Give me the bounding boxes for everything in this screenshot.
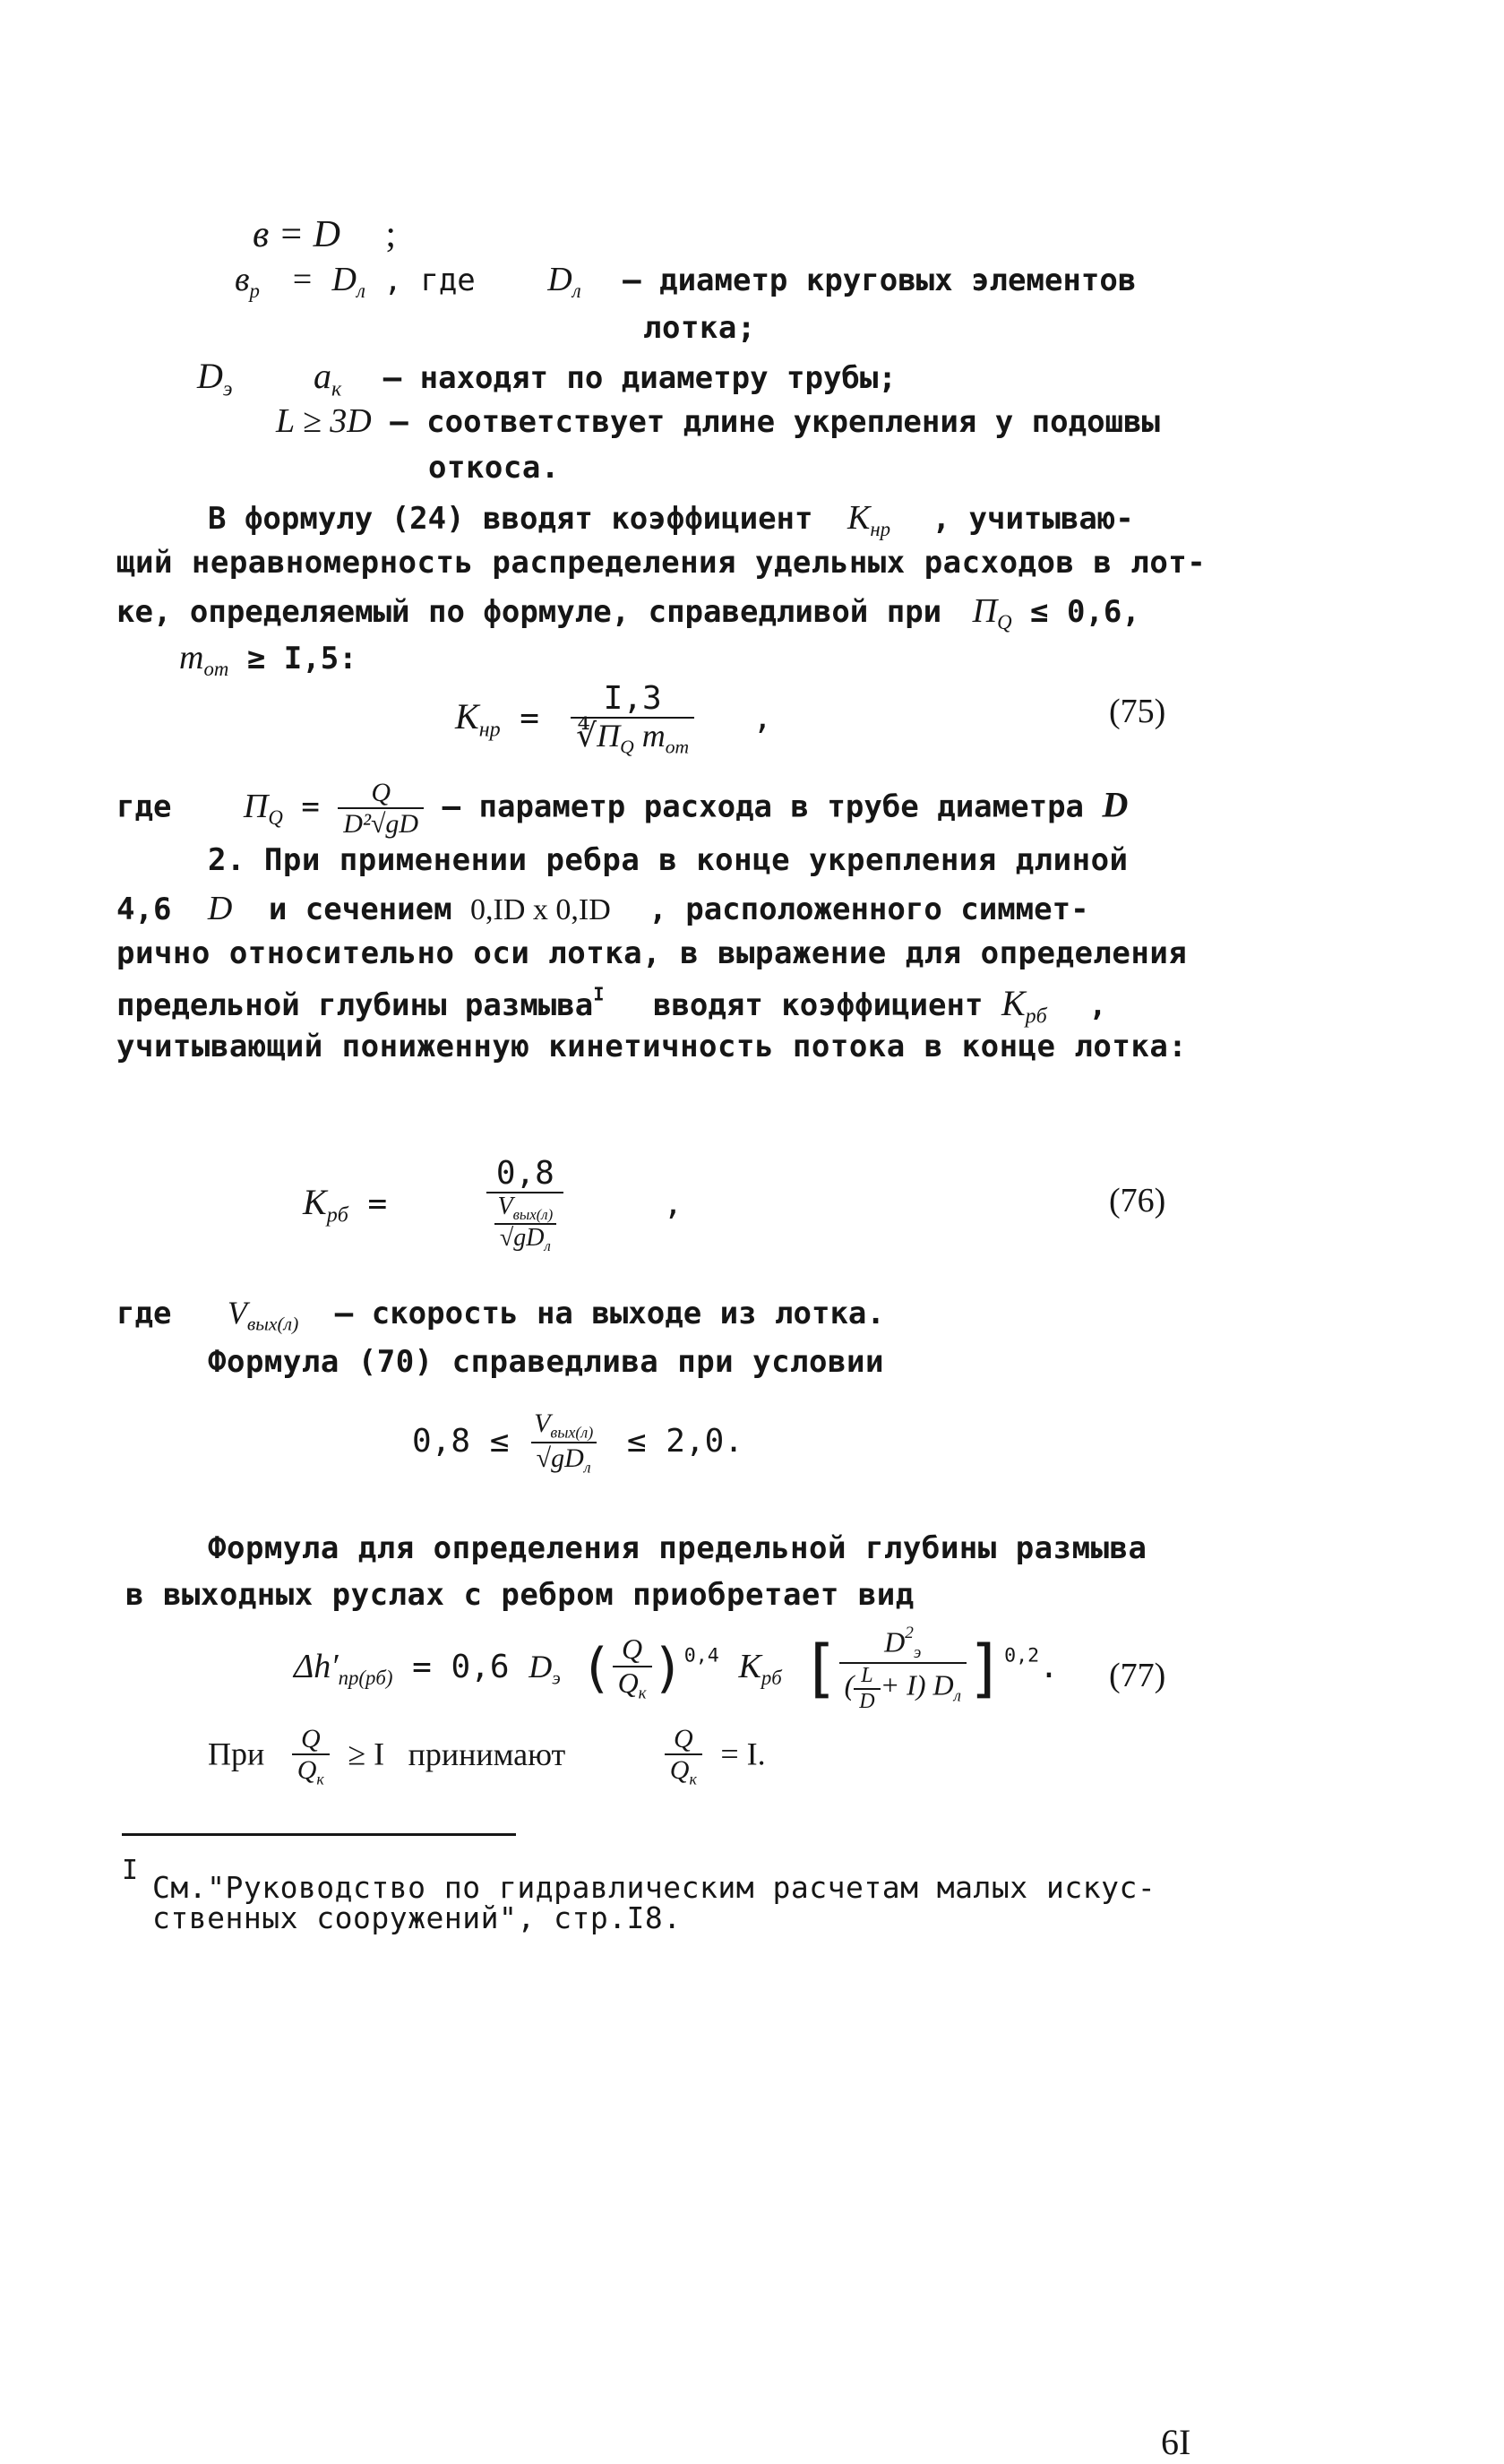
where76-where: где — [116, 1296, 172, 1331]
rule77-den1-sub: к — [316, 1770, 324, 1788]
condition — [412, 1409, 743, 1477]
para2-l4-sym-sub: рб — [1025, 1004, 1047, 1029]
para1-l4-sym-sub: от — [203, 657, 229, 680]
eq77-b-den-l: L — [861, 1664, 873, 1688]
para1-l1-tail: , учитываю- — [932, 501, 1134, 537]
def3-sym1-sub: э — [222, 377, 233, 401]
rule77-text: принимают — [408, 1736, 566, 1772]
para1-l1-text: В формулу (24) вводят коэффициент — [208, 501, 813, 537]
eq75-den-b: m — [641, 717, 666, 754]
where76-sym: V — [227, 1295, 247, 1331]
where75-fraction — [338, 778, 424, 839]
def4-text-cont: откоса. — [428, 450, 560, 486]
para2-line1: 2. При применении ребра в конце укрепления длиной — [208, 842, 1129, 878]
eq76-inner-den-sub: л — [544, 1236, 551, 1254]
eq76-comma: , — [663, 1185, 683, 1223]
eq76-inner-num-sub: вых(л) — [512, 1205, 554, 1223]
where75-sym: П — [243, 787, 269, 825]
def2-text-cont: лотка; — [643, 310, 756, 346]
def2-lhs: в — [235, 261, 250, 298]
eq77-ratio-den: Q — [617, 1666, 639, 1699]
para2-line5: учитывающий пониженную кинетичность потока в конце лотка: — [116, 1029, 1188, 1064]
para1-l3-sym-sub: Q — [997, 610, 1012, 633]
def3-sym1: D — [197, 356, 223, 396]
where76-line2: Формула (70) справедлива при условии — [208, 1344, 884, 1380]
eq75-lhs-sub: нр — [478, 718, 501, 742]
eq77-b-num: D — [884, 1625, 906, 1658]
eq77-d-sub: э — [552, 1667, 561, 1689]
def1-eq: = — [278, 214, 305, 255]
def1-formula — [253, 212, 396, 257]
def2-sym-sub: л — [572, 279, 581, 302]
para2-l2-a: 4,6 — [116, 892, 172, 927]
eq76-eq: = — [367, 1185, 388, 1223]
eq75-den-a: ∜П — [576, 717, 621, 754]
rule77-num1: Q — [300, 1724, 321, 1753]
cond-left: 0,8 ≤ — [412, 1423, 510, 1460]
eq77-b-den-open: ( — [844, 1668, 855, 1702]
para2-l2-sym2: 0,ID x 0,ID — [470, 893, 611, 926]
eq77-b-num-sup: 2 — [905, 1624, 914, 1642]
def3-line — [197, 355, 897, 402]
footnote-mark: I — [122, 1855, 139, 1886]
eq75-numerator: I,3 — [603, 680, 662, 717]
para3-line1: Формула для определения предельной глубины размыва — [208, 1530, 1147, 1566]
cond-num: V — [534, 1409, 551, 1438]
rule77-fraction2 — [665, 1724, 702, 1788]
para2-l4-c: , — [1088, 987, 1107, 1023]
rule77-den1: Q — [297, 1755, 317, 1785]
eq77-lhs-sub: пр(рб) — [338, 1666, 393, 1689]
para1-l4-sym: m — [179, 639, 204, 676]
para1-line3 — [116, 591, 1140, 634]
eq75-denominator — [571, 717, 694, 758]
def1-end: ; — [385, 214, 397, 255]
rule77-cmp: ≥ I — [348, 1736, 385, 1772]
def3-text: – находят по диаметру трубы; — [382, 360, 897, 396]
eq77-dot: . — [1039, 1648, 1059, 1685]
eq77-b-den-plus: + I) — [880, 1668, 926, 1702]
def2-sym: D — [547, 261, 572, 298]
rule77-den2-sub: к — [689, 1770, 697, 1788]
where75-where: где — [116, 788, 172, 825]
eq77-lhs: Δh′ — [294, 1647, 339, 1685]
eq77-b-den-d: D — [854, 1688, 880, 1713]
para1-l1-sym-sub: нр — [870, 517, 891, 540]
eq76-lhs-sub: рб — [326, 1203, 348, 1228]
def2-text: – диаметр круговых элементов — [623, 263, 1137, 298]
eq76-inner-num: V — [497, 1192, 513, 1220]
rule77-fraction1 — [292, 1724, 330, 1788]
para2-l2-b: и сечением — [268, 892, 452, 927]
def2-rhs-sub: л — [356, 279, 365, 302]
rule77-den2: Q — [669, 1755, 690, 1785]
para1-l1-sym: K — [847, 499, 871, 537]
eq77-ratio — [613, 1633, 652, 1702]
cond-right: ≤ 2,0. — [626, 1423, 743, 1460]
para2-line4 — [116, 982, 1107, 1030]
def1-lhs: в — [253, 214, 270, 255]
footnote-separator — [122, 1833, 516, 1836]
eq77-coef: = 0,6 — [412, 1648, 510, 1685]
para1-l3-sym: П — [972, 592, 998, 630]
cond-num-sub: вых(л) — [550, 1423, 594, 1442]
rule77-result: = I. — [720, 1736, 766, 1772]
eq75-eq: = — [520, 699, 539, 737]
eq75-den-a-sub: Q — [620, 736, 634, 758]
eq75-fraction — [559, 681, 707, 758]
eq75-number: (75) — [1109, 693, 1166, 730]
equation-76 — [303, 1156, 683, 1254]
def4-line — [276, 401, 1160, 443]
def2-rhs: D — [331, 261, 357, 298]
eq75-lhs: K — [455, 695, 479, 737]
where76-sym-sub: вых(л) — [246, 1313, 299, 1335]
where76-line — [116, 1294, 885, 1336]
def1-rhs: D — [313, 214, 340, 255]
cond-fraction — [529, 1409, 598, 1477]
para2-l4-a: предельной глубины размыва — [116, 987, 594, 1023]
def4-text: – соответствует длине укрепления у подошвы — [390, 404, 1160, 440]
def2-where: , где — [383, 263, 476, 298]
eq75-comma: , — [752, 699, 773, 737]
eq77-power: 0,2 — [1004, 1644, 1040, 1667]
eq77-ratio-num: Q — [622, 1633, 643, 1666]
eq77-b-den-c: D — [932, 1668, 954, 1702]
def3-sym2-sub: к — [331, 377, 342, 401]
para1-l3-text: ке, определяемый по формуле, справедливой при — [116, 594, 942, 630]
para1-l4-tail: ≥ I,5: — [246, 641, 357, 676]
where75-text: – параметр расхода в трубе диаметра — [442, 788, 1085, 825]
page-number: 6I — [1161, 2422, 1191, 2462]
eq76-fraction — [443, 1156, 608, 1254]
para1-line4 — [179, 638, 357, 681]
where75-eq: = — [301, 788, 320, 825]
eq77-number: (77) — [1109, 1657, 1166, 1694]
para2-l2-c: , расположенного симмет- — [649, 892, 1089, 927]
para2-l2-sym1: D — [207, 890, 233, 927]
equation-75 — [455, 681, 772, 758]
eq75-den-b-sub: от — [665, 736, 690, 758]
def4-sym: L ≥ 3D — [276, 402, 372, 440]
eq77-b-den — [839, 1662, 967, 1713]
where75-sym-sub: Q — [268, 806, 283, 829]
para3-line2: в выходных руслах с ребром приобретает вид — [125, 1577, 915, 1613]
eq76-inner-fraction — [492, 1193, 558, 1255]
eq77-d: D — [529, 1648, 553, 1684]
footnote-line1: См."Руководство по гидравлическим расчетам малых искус- — [152, 1870, 1156, 1905]
rule77-at: При — [208, 1736, 265, 1772]
para1-line2: щий неравномерность распределения удельных расходов в лот- — [116, 545, 1207, 581]
cond-den-sub: л — [583, 1458, 591, 1477]
para1-l3-tail: ≤ 0,6, — [1030, 594, 1140, 630]
para2-l4-sym: K — [1001, 983, 1026, 1023]
equation-77: $\Delta h'_{пр(рб)} = 0,6$ $D_э$ ( $\frac{Q}{Q_к}$ )$^{0,4}$ $K_{рб}$ [ $D^2_э$ ( $\frac{L}{D}$ + I) $D_л$ ]$^{0,2}$. — [294, 1624, 1059, 1713]
def2-lhs-sub: р — [249, 279, 260, 302]
eq77-ratio-power: 0,4 — [683, 1644, 719, 1667]
footnote-line2: ственных сооружений", стр.I8. — [152, 1900, 682, 1935]
eq76-lhs: K — [303, 1182, 327, 1223]
eq77-bracket-fraction — [839, 1624, 967, 1713]
eq77-b-den-c-sub: л — [953, 1686, 961, 1706]
eq77-k-sub: рб — [761, 1666, 782, 1689]
where75-numerator: Q — [371, 778, 391, 807]
para1-line1 — [208, 498, 1134, 541]
rule77-num2: Q — [673, 1724, 693, 1753]
eq76-numerator: 0,8 — [495, 1155, 554, 1192]
def3-sym2: a — [313, 356, 331, 396]
where75-denominator: D²√gD — [338, 807, 424, 839]
eq77-b-num-sub: э — [913, 1643, 922, 1663]
footnote-ref: I — [593, 983, 605, 1005]
where75-tail: D — [1102, 784, 1129, 825]
eq76-denominator — [486, 1192, 563, 1255]
def2-line — [235, 260, 1136, 303]
where76-text: – скорость на выходе из лотка. — [334, 1296, 885, 1331]
para2-line2 — [116, 889, 1089, 930]
para2-l4-b: вводят коэффициент — [652, 987, 984, 1023]
eq77-k: K — [738, 1647, 761, 1685]
cond-den: √gD — [536, 1443, 584, 1474]
para2-line3: рично относительно оси лотка, в выражение для определения — [116, 935, 1188, 971]
eq77-ratio-den-sub: к — [638, 1684, 647, 1703]
where75-line — [116, 778, 1128, 839]
eq76-inner-den: √gD — [499, 1223, 545, 1252]
def2-eq: = — [290, 261, 314, 298]
eq76-number: (76) — [1109, 1182, 1166, 1219]
rule77-line — [208, 1724, 766, 1788]
